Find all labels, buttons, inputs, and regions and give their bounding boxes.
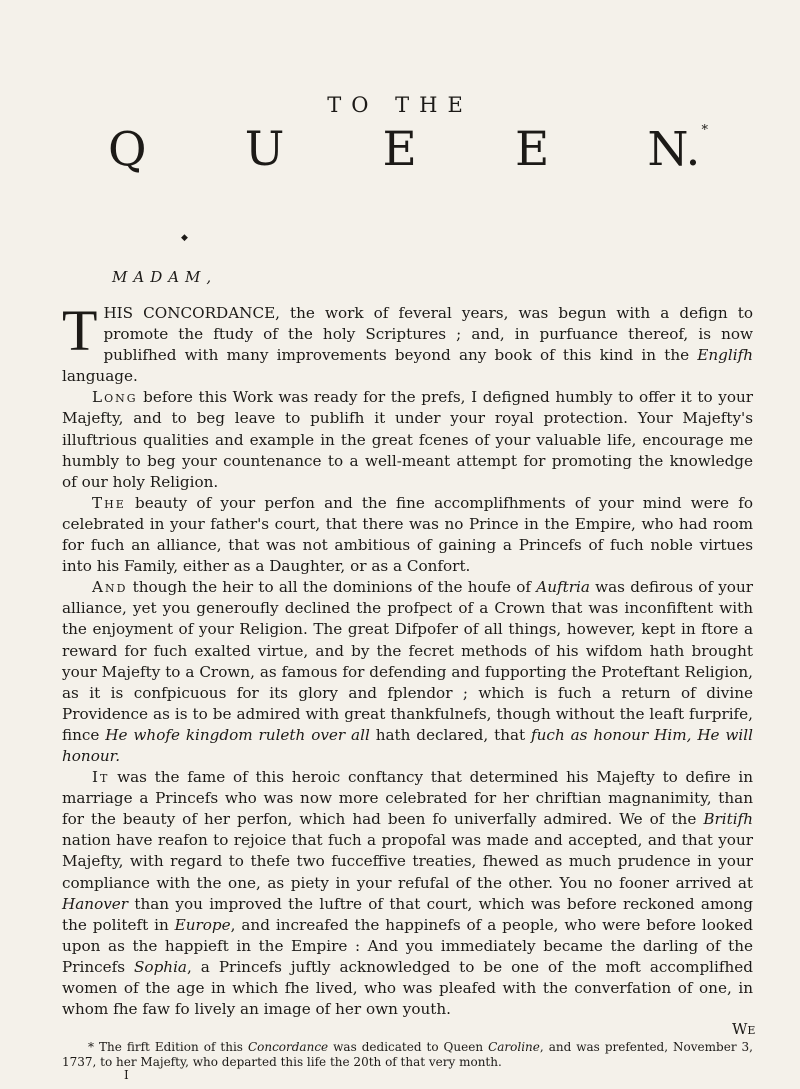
lead-word: Long xyxy=(92,388,138,407)
paragraph-text: than you improved the luftre of that court, which was before reckoned among the politeft in xyxy=(62,894,753,934)
paragraph-text: before this Work was ready for the prefs, I defigned humbly to offer it to your Majefty, and to beg leave to publifh it under your royal protection. Your Majefty's illuftrious qualities and example in the great fcenes of your valuable life, encourage me humbly to beg your countenance to a well-meant attempt for promoting the knowledge of our holy Religion. xyxy=(62,388,753,491)
italic-text: Britifh xyxy=(703,810,753,829)
paragraph-text: , a Princefs juftly acknowledged to be one of the moft accomplifhed women of the age in which fhe lived, who was pleafed with the converfation of one, in whom fhe faw fo lively an image of her own youth. xyxy=(62,957,753,1019)
footnote-segment: was dedicated to Queen xyxy=(328,1040,489,1054)
lead-word: The xyxy=(92,493,126,512)
heading-queen xyxy=(108,122,708,177)
paragraph xyxy=(62,387,753,492)
heading-to-the: TO THE xyxy=(327,93,473,117)
italic-text: Europe xyxy=(174,915,231,934)
lead-word: And xyxy=(92,578,128,597)
signature-mark: I xyxy=(124,1068,129,1082)
queen-letter: U xyxy=(244,122,285,177)
queen-letter: E xyxy=(382,122,417,177)
queen-letter: N. xyxy=(647,122,701,177)
footnote-italic: Concordance xyxy=(247,1040,329,1054)
paragraph-text: though the heir to all the dominions of the houfe of xyxy=(127,578,537,597)
paragraph-text: beauty of your perfon and the fine accomplifhments of your mind were fo celebrated in your father's court, that there was no Prince in the Empire, who had room for fuch an alliance, that was not ambitious of gaining a Princefs of fuch noble virtues into his Family, either as a Daughter, or as a Confort. xyxy=(62,493,753,576)
paragraph-text: was defirous of your alliance, yet you generoufly declined the profpect of a Crown that was inconfiftent with the enjoyment of your Religion. The great Difpofer of all things, however, kept in ftore a reward for fuch exalted virtue, and by the fecret methods of his wifdom hath brought your Majefty to a Crown, as famous for defending and fupporting the Proteftant Religion, as it is confpicuous for its glory and fplendor ; which is fuch a return of divine Providence as is to be admired with great thankfulnefs, though without the leaft furprife, fince xyxy=(62,578,753,744)
paragraph xyxy=(62,577,753,767)
paragraph-text: language. xyxy=(62,367,138,386)
catchword: We xyxy=(732,1020,756,1038)
footnote-mark: * xyxy=(88,1040,94,1054)
paragraph-text: nation have reafon to rejoice that fuch a propofal was made and accepted, and that your Majefty, with regard to thefe two fucceffive treaties, fhewed as much prudence in your compliance with the one, as piety in your refufal of the other. You no fooner arrived at xyxy=(62,831,753,892)
footnote-segment: The firft Edition of this xyxy=(94,1040,248,1054)
lead-word: It xyxy=(92,768,110,787)
italic-text: He whofe kingdom ruleth over all xyxy=(105,725,370,744)
queen-letter: Q xyxy=(108,122,147,177)
footnote-italic: Caroline xyxy=(488,1040,540,1054)
paragraph-text: HIS CONCORDANCE, the work of feveral years, was begun with a defign to promote the ftudy of the holy Scriptures ; and, in purfuance thereof, is now publifhed with many improvements beyond any book of this kind in the xyxy=(103,304,753,365)
footnote-segment: , and was prefented, November 3, 1737, to her Majefty, who departed this life the 20th of that very month. xyxy=(62,1040,753,1069)
italic-text: Auftria xyxy=(536,578,590,597)
footnote-text xyxy=(62,1040,753,1070)
footnote xyxy=(62,1040,753,1070)
paragraph-text: hath declared, that xyxy=(369,725,532,744)
body-text xyxy=(62,298,754,1020)
paragraph xyxy=(62,493,753,577)
paragraph-text: was the fame of this heroic conftancy that determined his Majefty to defire in marriage a Princefs who was now more celebrated for her chriftian magnanimity, than for the beauty of her perfon, which had been fo univerfally admired. We of the xyxy=(62,768,753,829)
paragraph xyxy=(62,298,753,387)
salutation: MADAM, xyxy=(112,268,218,286)
queen-letter: E xyxy=(514,122,550,177)
footnote-mark: * xyxy=(701,123,708,138)
italic-text: Hanover xyxy=(62,894,129,913)
italic-text: Sophia xyxy=(134,957,187,976)
ornament-icon: ◆ xyxy=(181,233,188,243)
paragraph xyxy=(62,767,753,1020)
italic-text: fuch as honour Him, He will honour. xyxy=(62,725,754,765)
queen-letter-last xyxy=(647,122,708,177)
italic-text: Englifh xyxy=(697,346,753,365)
paragraph-text: , and increafed the happinefs of a people, who were before looked upon as the happieft in the Empire : And you immediately became the darling of the Princefs xyxy=(62,915,753,976)
drop-cap: T xyxy=(62,298,98,363)
